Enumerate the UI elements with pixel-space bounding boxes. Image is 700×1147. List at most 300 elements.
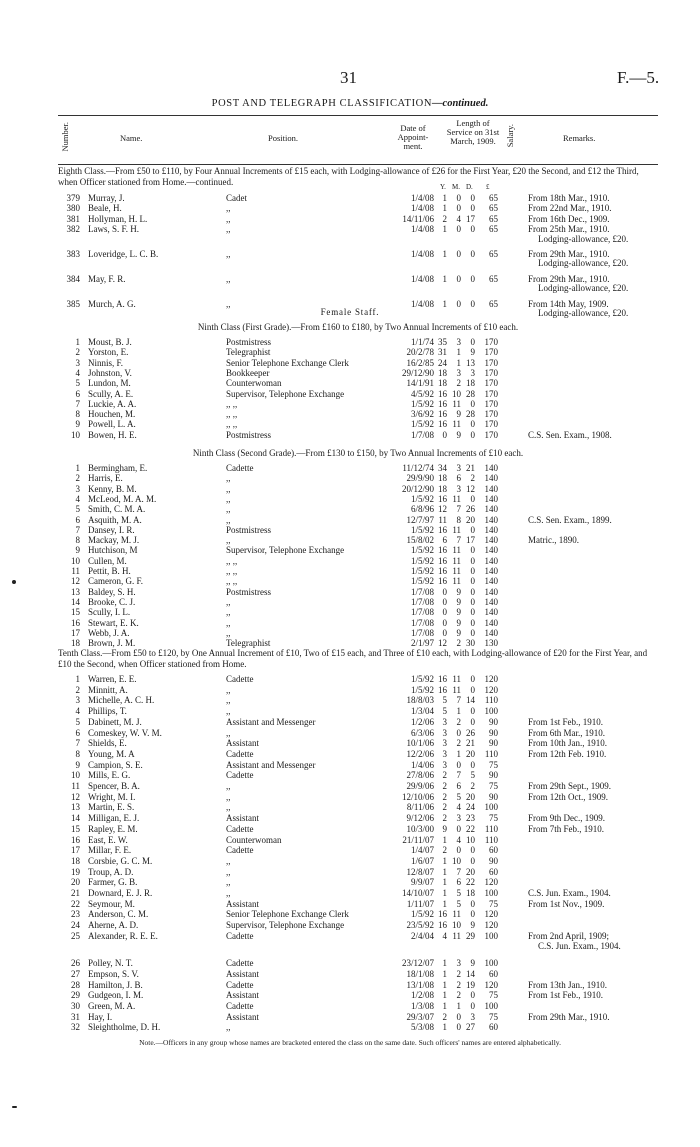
row-number: 7 xyxy=(75,398,80,409)
row-days: 9 xyxy=(470,920,475,931)
row-days: 0 xyxy=(470,566,475,576)
row-number: 10 xyxy=(71,429,80,440)
row-days: 14 xyxy=(466,968,475,979)
col-position: Position. xyxy=(268,133,298,143)
row-position: Senior Telephone Exchange Clerk xyxy=(226,357,349,368)
row-number: 23 xyxy=(71,909,80,920)
row-name: Dabinett, M. J. xyxy=(88,716,142,727)
row-years: 1 xyxy=(442,855,447,866)
row-position: ,, xyxy=(226,298,231,309)
row-days: 0 xyxy=(470,607,475,618)
page-number: 31 xyxy=(340,68,357,87)
row-name: Campion, S. E. xyxy=(88,759,143,770)
row-remarks-continued: Lodging-allowance, £20. xyxy=(538,308,629,318)
row-salary: 90 xyxy=(489,855,498,866)
row-name: Sleightholme, D. H. xyxy=(88,1022,161,1033)
ninth-second-title: Ninth Class (Second Grade).—From £130 to £150, by Two Annual Increments of £10 each. xyxy=(192,448,524,458)
row-years: 16 xyxy=(438,419,447,430)
row-years: 18 xyxy=(438,367,447,378)
row-date: 1/4/08 xyxy=(410,203,434,214)
row-name: Luckie, A. A. xyxy=(88,398,137,409)
row-years: 0 xyxy=(442,617,447,628)
table-row xyxy=(0,576,700,586)
col-remarks: Remarks. xyxy=(563,133,596,143)
row-date: 1/5/92 xyxy=(410,493,434,504)
row-salary: 110 xyxy=(484,748,498,759)
row-years: 1 xyxy=(442,888,447,898)
table-row xyxy=(0,980,700,990)
row-number: 6 xyxy=(75,727,80,738)
row-date: 29/3/07 xyxy=(406,1011,434,1022)
row-months: 4 xyxy=(456,802,461,813)
row-number: 2 xyxy=(75,347,80,358)
row-months: 3 xyxy=(456,958,461,969)
row-remarks-continued: C.S. Jun. Exam., 1904. xyxy=(538,940,621,951)
row-name: Shields, E. xyxy=(88,738,127,749)
row-months: 7 xyxy=(456,695,461,706)
row-salary: 120 xyxy=(484,979,498,990)
row-name: Johnston, V. xyxy=(88,367,132,378)
row-months: 1 xyxy=(456,1001,461,1011)
table-row xyxy=(0,337,700,347)
table-row xyxy=(0,399,700,409)
row-position: Assistant xyxy=(226,1011,260,1022)
row-name: Phillips, T. xyxy=(88,706,127,717)
row-position: ,, ,, xyxy=(226,555,238,566)
row-date: 1/7/08 xyxy=(410,607,434,618)
row-date: 1/3/08 xyxy=(410,1001,434,1011)
row-days: 0 xyxy=(470,909,475,920)
row-number: 27 xyxy=(71,968,80,979)
row-months: 4 xyxy=(456,834,461,845)
row-name: Cameron, G. F. xyxy=(88,576,144,587)
row-days: 28 xyxy=(466,409,475,420)
row-months: 11 xyxy=(452,674,461,684)
row-number: 14 xyxy=(71,596,80,607)
row-months: 6 xyxy=(456,877,461,888)
row-position: ,, ,, xyxy=(226,409,238,420)
row-position: ,, xyxy=(226,224,231,235)
row-days: 0 xyxy=(470,586,475,597)
row-years: 1 xyxy=(442,193,447,203)
row-remarks: Matric., 1890. xyxy=(528,535,579,546)
row-months: 11 xyxy=(452,419,461,430)
row-months: 1 xyxy=(456,357,461,368)
row-remarks: From 6th Mar., 1910. xyxy=(528,727,606,738)
row-years: 1 xyxy=(442,273,447,284)
row-days: 24 xyxy=(466,802,475,813)
row-days: 5 xyxy=(470,770,475,781)
table-row xyxy=(0,597,700,607)
row-salary: 100 xyxy=(484,1001,498,1011)
row-months: 0 xyxy=(456,727,461,738)
document-title: POST AND TELEGRAPH CLASSIFICATION—continued. xyxy=(211,98,489,109)
row-position: ,, xyxy=(226,514,231,525)
row-days: 0 xyxy=(470,684,475,695)
row-number: 1 xyxy=(75,463,80,473)
row-salary: 140 xyxy=(484,473,498,484)
table-row xyxy=(0,525,700,535)
row-date: 15/8/02 xyxy=(406,535,434,546)
row-years: 16 xyxy=(438,909,447,920)
row-name: Stewart, E. K. xyxy=(88,617,139,628)
col-date: Date of Appoint- ment. xyxy=(397,123,429,151)
row-years: 3 xyxy=(442,748,447,759)
table-row xyxy=(0,1012,700,1022)
table-row xyxy=(0,706,700,716)
row-name: Powell, L. A. xyxy=(88,419,136,430)
row-remarks: From 12th Oct., 1909. xyxy=(528,791,608,802)
row-salary: 120 xyxy=(484,877,498,888)
row-position: Supervisor, Telephone Exchange xyxy=(226,388,345,399)
row-position: ,, xyxy=(226,877,231,888)
table-row-continuation xyxy=(0,941,700,951)
row-name: Scully, A. E. xyxy=(88,388,134,399)
table-row xyxy=(0,931,700,941)
row-days: 18 xyxy=(466,888,475,898)
row-months: 9 xyxy=(456,627,461,638)
row-months: 10 xyxy=(452,388,461,399)
row-name: Hutchison, M xyxy=(88,545,138,556)
table-row xyxy=(0,760,700,770)
female-staff-heading: Female Staff. xyxy=(320,307,380,317)
row-remarks: From 29th Sept., 1909. xyxy=(528,781,612,791)
row-salary: 90 xyxy=(489,738,498,749)
row-number: 7 xyxy=(75,738,80,749)
row-position: Cadette xyxy=(226,823,254,834)
row-salary: 75 xyxy=(489,813,498,824)
row-name: East, E. W. xyxy=(88,834,128,845)
row-remarks: From 7th Feb., 1910. xyxy=(528,823,605,834)
row-date: 1/5/92 xyxy=(410,524,434,535)
row-remarks: From 18th Mar., 1910. xyxy=(528,193,610,203)
row-date: 20/2/78 xyxy=(406,347,434,358)
row-years: 2 xyxy=(442,791,447,802)
row-number: 18 xyxy=(71,638,80,649)
row-number: 16 xyxy=(71,834,80,845)
row-months: 5 xyxy=(456,888,461,898)
row-position: Bookkeeper xyxy=(226,367,270,378)
row-number: 10 xyxy=(71,770,80,781)
row-years: 0 xyxy=(442,429,447,440)
footnote: Note.—Officers in any group whose names are bracketed entered the class on the same date. Such officers' names are entered alphabetically. xyxy=(139,1038,561,1047)
row-years: 3 xyxy=(442,738,447,749)
row-days: 0 xyxy=(470,524,475,535)
row-remarks: From 29th Mar., 1910. xyxy=(528,249,610,259)
table-row xyxy=(0,969,700,979)
row-position: ,, xyxy=(226,483,231,494)
row-months: 11 xyxy=(452,684,461,695)
eighth-class-title: Eighth Class.—From £50 to £110, by Four Annual Increments of £15 each, with Lodging-allowance of £26 for the First Year, £20 the Second, and £12 the Third, when Officer stationed from Home.—continued. xyxy=(58,166,639,187)
row-months: 11 xyxy=(452,545,461,556)
row-salary: 140 xyxy=(484,586,498,597)
row-years: 1 xyxy=(442,224,447,235)
row-position: Cadet xyxy=(226,193,247,203)
row-salary: 100 xyxy=(484,802,498,813)
row-salary: 170 xyxy=(484,419,498,430)
row-salary: 90 xyxy=(489,727,498,738)
row-salary: 170 xyxy=(484,409,498,420)
row-days: 21 xyxy=(466,463,475,473)
row-months: 0 xyxy=(456,823,461,834)
table-row-continuation xyxy=(0,283,700,293)
row-years: 11 xyxy=(438,514,447,525)
row-days: 0 xyxy=(470,337,475,347)
row-position: Assistant and Messenger xyxy=(226,759,316,770)
row-salary: 75 xyxy=(489,759,498,770)
row-position: Senior Telephone Exchange Clerk xyxy=(226,909,349,920)
table-row xyxy=(0,909,700,919)
row-name: Bowen, H. E. xyxy=(88,429,137,440)
row-date: 1/5/92 xyxy=(410,684,434,695)
row-salary: 65 xyxy=(489,213,498,224)
row-number: 3 xyxy=(75,357,80,368)
row-months: 0 xyxy=(456,1022,461,1033)
row-months: 0 xyxy=(456,273,461,284)
row-number: 21 xyxy=(71,888,80,898)
row-date: 14/10/07 xyxy=(401,888,434,898)
row-days: 21 xyxy=(466,738,475,749)
row-position: ,, xyxy=(226,627,231,638)
row-years: 16 xyxy=(438,566,447,576)
table-row xyxy=(0,638,700,648)
table-row xyxy=(0,566,700,576)
row-remarks: From 10th Jan., 1910. xyxy=(528,738,608,749)
row-date: 1/4/07 xyxy=(410,845,434,856)
row-position: ,, xyxy=(226,504,231,515)
row-months: 2 xyxy=(456,990,461,1001)
row-days: 2 xyxy=(470,473,475,484)
row-months: 5 xyxy=(456,898,461,909)
row-days: 18 xyxy=(466,378,475,389)
row-position: Counterwoman xyxy=(226,378,282,389)
row-salary: 65 xyxy=(489,273,498,284)
row-number: 10 xyxy=(71,555,80,566)
row-name: Aherne, A. D. xyxy=(88,920,139,931)
row-date: 1/5/92 xyxy=(410,545,434,556)
row-days: 23 xyxy=(466,813,475,824)
row-position: Assistant xyxy=(226,990,260,1001)
row-date: 5/3/08 xyxy=(410,1022,434,1033)
row-salary: 140 xyxy=(484,524,498,535)
row-position: Supervisor, Telephone Exchange xyxy=(226,545,345,556)
table-row xyxy=(0,674,700,684)
row-months: 3 xyxy=(456,463,461,473)
row-days: 0 xyxy=(470,845,475,856)
row-number: 1 xyxy=(75,674,80,684)
row-number: 383 xyxy=(66,249,80,259)
row-days: 26 xyxy=(466,504,475,515)
row-number: 17 xyxy=(71,845,80,856)
row-date: 1/4/08 xyxy=(410,273,434,284)
row-position: ,, xyxy=(226,535,231,546)
row-number: 2 xyxy=(75,684,80,695)
row-date: 2/4/04 xyxy=(410,930,434,941)
row-number: 2 xyxy=(75,473,80,484)
row-name: Mills, E. G. xyxy=(88,770,131,781)
row-months: 11 xyxy=(452,524,461,535)
row-months: 10 xyxy=(452,855,461,866)
table-row xyxy=(0,877,700,887)
row-position: ,, xyxy=(226,493,231,504)
table-row xyxy=(0,473,700,483)
row-remarks: C.S. Sen. Exam., 1899. xyxy=(528,514,612,525)
row-days: 0 xyxy=(470,273,475,284)
row-date: 1/3/04 xyxy=(410,706,434,717)
row-days: 14 xyxy=(466,695,475,706)
page-reference: F.—5. xyxy=(617,68,660,87)
row-position: Cadette xyxy=(226,748,254,759)
row-name: Houchen, M. xyxy=(88,409,136,420)
row-number: 6 xyxy=(75,388,80,399)
table-row xyxy=(0,717,700,727)
table-row xyxy=(0,484,700,494)
row-years: 2 xyxy=(442,770,447,781)
row-remarks: From 25th Mar., 1910. xyxy=(528,224,610,235)
row-position: ,, xyxy=(226,855,231,866)
row-date: 1/2/06 xyxy=(410,716,434,727)
row-salary: 170 xyxy=(484,388,498,399)
row-date: 12/8/07 xyxy=(406,866,434,877)
table-row xyxy=(0,770,700,780)
row-months: 0 xyxy=(456,193,461,203)
row-salary: 120 xyxy=(484,920,498,931)
row-years: 1 xyxy=(442,990,447,1001)
row-date: 29/12/90 xyxy=(401,367,434,378)
row-salary: 140 xyxy=(484,463,498,473)
table-row xyxy=(0,504,700,514)
table-row xyxy=(0,193,700,203)
row-position: ,, xyxy=(226,684,231,695)
table-row xyxy=(0,628,700,638)
row-date: 13/1/08 xyxy=(406,979,434,990)
row-number: 8 xyxy=(75,409,80,420)
row-years: 35 xyxy=(438,337,447,347)
row-date: 29/9/06 xyxy=(406,781,434,791)
col-length: Length of Service on 31st March, 1909. xyxy=(446,118,500,146)
row-date: 3/6/92 xyxy=(410,409,434,420)
table-row xyxy=(0,347,700,357)
row-number: 382 xyxy=(66,224,80,235)
table-row xyxy=(0,802,700,812)
row-days: 0 xyxy=(470,545,475,556)
row-months: 9 xyxy=(456,429,461,440)
row-date: 23/12/07 xyxy=(401,958,434,969)
row-years: 0 xyxy=(442,607,447,618)
page-header xyxy=(0,68,700,88)
row-name: Mackay, M. J. xyxy=(88,535,140,546)
table-row xyxy=(0,358,700,368)
table-row xyxy=(0,685,700,695)
row-position: ,, xyxy=(226,203,231,214)
row-days: 2 xyxy=(470,781,475,791)
row-date: 14/1/91 xyxy=(406,378,434,389)
row-months: 1 xyxy=(456,748,461,759)
row-months: 11 xyxy=(452,398,461,409)
row-days: 20 xyxy=(466,791,475,802)
row-number: 9 xyxy=(75,759,80,770)
row-days: 0 xyxy=(470,1001,475,1011)
row-months: 11 xyxy=(452,909,461,920)
row-date: 16/2/85 xyxy=(406,357,434,368)
table-row xyxy=(0,618,700,628)
row-position: ,, ,, xyxy=(226,398,238,409)
row-days: 0 xyxy=(470,596,475,607)
row-date: 11/12/74 xyxy=(402,463,434,473)
margin-mark xyxy=(12,580,16,584)
row-salary: 140 xyxy=(484,483,498,494)
row-days: 9 xyxy=(470,347,475,358)
row-months: 9 xyxy=(456,607,461,618)
row-position: Cadette xyxy=(226,930,254,941)
row-number: 385 xyxy=(66,298,80,309)
row-salary: 120 xyxy=(484,674,498,684)
row-date: 1/4/08 xyxy=(410,193,434,203)
row-date: 14/11/06 xyxy=(402,213,434,224)
row-position: ,, xyxy=(226,213,231,224)
row-position: ,, xyxy=(226,249,231,259)
table-row xyxy=(0,792,700,802)
row-salary: 140 xyxy=(484,627,498,638)
row-name: Hamilton, J. B. xyxy=(88,979,143,990)
row-number: 11 xyxy=(71,566,80,576)
row-months: 5 xyxy=(456,791,461,802)
row-salary: 170 xyxy=(484,429,498,440)
row-years: 2 xyxy=(442,813,447,824)
row-remarks: From 9th Dec., 1909. xyxy=(528,813,605,824)
row-name: Kenny, B. M. xyxy=(88,483,137,494)
row-months: 6 xyxy=(456,473,461,484)
row-years: 16 xyxy=(438,398,447,409)
row-date: 18/8/03 xyxy=(406,695,434,706)
row-salary: 140 xyxy=(484,555,498,566)
row-months: 0 xyxy=(456,759,461,770)
ninth-first-title: Ninth Class (First Grade).—From £160 to £180, by Two Annual Increments of £10 each. xyxy=(197,322,519,332)
row-name: May, F. R. xyxy=(88,273,126,284)
row-days: 0 xyxy=(470,555,475,566)
row-number: 8 xyxy=(75,535,80,546)
table-row xyxy=(0,545,700,555)
row-name: Brown, J. M. xyxy=(88,638,136,649)
row-years: 1 xyxy=(442,834,447,845)
row-number: 380 xyxy=(66,203,80,214)
row-salary: 140 xyxy=(484,607,498,618)
row-date: 6/8/96 xyxy=(410,504,434,515)
row-salary: 90 xyxy=(489,791,498,802)
row-name: Moust, B. J. xyxy=(88,337,132,347)
row-salary: 110 xyxy=(484,834,498,845)
row-salary: 130 xyxy=(484,638,498,649)
row-remarks: From 1st Feb., 1910. xyxy=(528,716,604,727)
table-row xyxy=(0,920,700,930)
row-name: Michelle, A. C. H. xyxy=(88,695,155,706)
row-position: ,, xyxy=(226,607,231,618)
tenth-class-title: Tenth Class.—From £50 to £120, by One Annual Increment of £10, Two of £15 each, and Three of £10 each, with Lodging-allowance of £20 for the First Year, and £10 the Second, when Officer stationed from Home. xyxy=(58,648,648,669)
row-months: 8 xyxy=(456,514,461,525)
column-header xyxy=(58,115,658,165)
table-row xyxy=(0,835,700,845)
row-salary: 75 xyxy=(489,898,498,909)
row-name: Baldey, S. H. xyxy=(88,586,136,597)
row-years: 16 xyxy=(438,920,447,931)
row-position: Assistant and Messenger xyxy=(226,716,316,727)
row-salary: 140 xyxy=(484,596,498,607)
row-years: 9 xyxy=(442,823,447,834)
row-months: 2 xyxy=(456,979,461,990)
row-position: Cadette xyxy=(226,1001,254,1011)
row-months: 2 xyxy=(456,716,461,727)
row-remarks-continued: Lodging-allowance, £20. xyxy=(538,233,629,244)
